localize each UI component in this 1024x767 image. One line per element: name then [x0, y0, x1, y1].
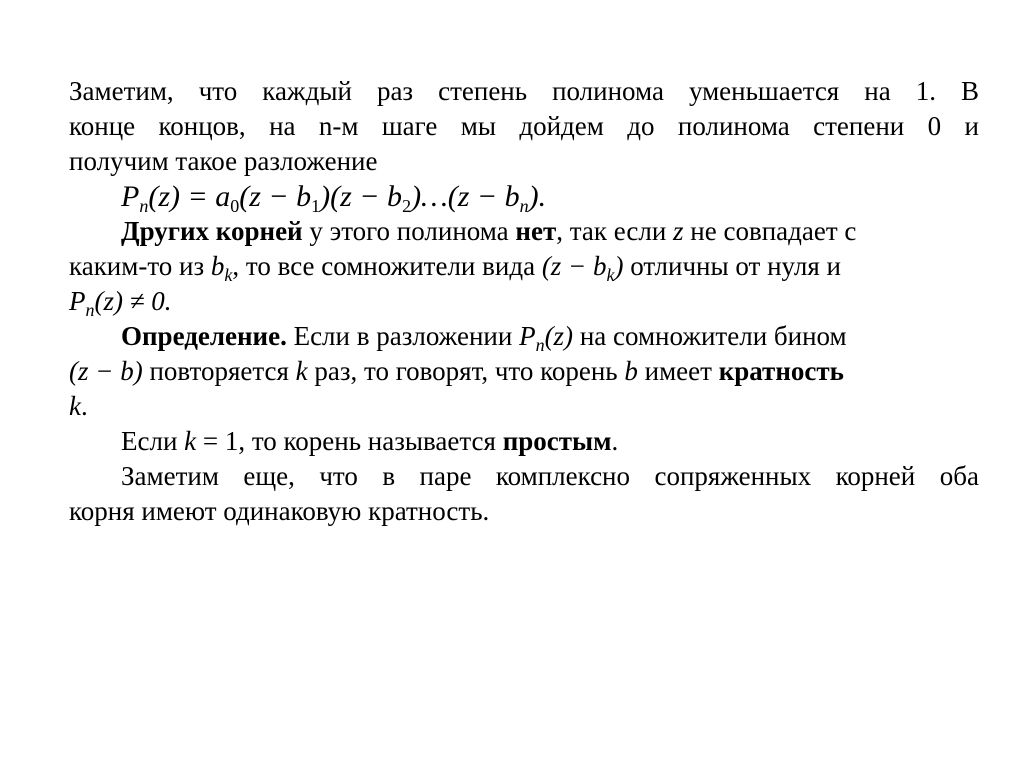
- text: Если: [121, 426, 185, 456]
- formula-p: P: [121, 180, 140, 213]
- word: полинома: [677, 111, 790, 141]
- document-page: [69, 74, 979, 529]
- word: степени: [813, 111, 905, 141]
- word: каждый: [262, 76, 352, 106]
- word: что: [319, 461, 358, 491]
- paragraph3-line1: [69, 319, 979, 354]
- math-arg: (z): [544, 321, 574, 351]
- formula-sub-0: 0: [230, 196, 240, 216]
- paragraph1-line2: [69, 109, 979, 144]
- math-b: b: [210, 251, 225, 281]
- math-paren: ): [614, 251, 624, 281]
- formula-part: ).: [528, 180, 547, 213]
- formula-sub-n: n: [519, 196, 529, 216]
- word: корней: [835, 461, 916, 491]
- paragraph2-line1: [69, 214, 979, 249]
- text: раз, то говорят, что корень: [307, 356, 625, 386]
- text: , так если: [556, 216, 674, 246]
- word: в: [382, 461, 396, 491]
- math-sub-k: k: [224, 265, 233, 285]
- math-sub-k: k: [606, 265, 615, 285]
- word: концов,: [158, 111, 246, 141]
- definition-label: Определение.: [121, 321, 287, 351]
- formula-part: (z − b: [239, 180, 312, 213]
- math-p: P: [69, 286, 86, 316]
- word: 1.: [915, 76, 936, 106]
- math-k: k: [295, 356, 308, 386]
- paragraph5-line1: [69, 459, 979, 494]
- math-b: b: [624, 356, 638, 386]
- text: = 1, то корень называется: [196, 426, 503, 456]
- math-p: P: [519, 321, 536, 351]
- formula-sub-n: n: [139, 196, 149, 216]
- paragraph1-line1: [69, 74, 979, 109]
- math-inequality: (z) ≠ 0.: [94, 286, 172, 316]
- text: .: [611, 426, 619, 456]
- formula-part: (z) = a: [148, 180, 231, 213]
- paragraph2-line3: [69, 284, 979, 319]
- math-k: k: [184, 426, 197, 456]
- paragraph5-line2: корня имеют одинаковую кратность.: [69, 496, 490, 526]
- polynomial-factorization-formula: [69, 179, 979, 214]
- formula-sub-1: 1: [311, 196, 321, 216]
- bold-text: простым: [502, 426, 612, 456]
- formula-part: )…(z − b: [411, 180, 520, 213]
- paragraph2-line2: [69, 249, 979, 284]
- word: 0: [927, 111, 942, 141]
- word: уменьшается: [688, 76, 840, 106]
- word: n-м: [318, 111, 359, 141]
- word: до: [627, 111, 655, 141]
- word: сопряженных: [654, 461, 812, 491]
- word: Заметим: [121, 461, 219, 491]
- math-binomial: (z − b): [69, 356, 143, 386]
- word: и: [964, 111, 979, 141]
- word: что: [198, 76, 238, 106]
- word: полинома: [552, 76, 664, 106]
- formula-sub-2: 2: [402, 196, 412, 216]
- word: Заметим,: [69, 76, 174, 106]
- word: раз: [376, 76, 414, 106]
- paragraph3-line2: [69, 354, 979, 389]
- word: степень: [438, 76, 528, 106]
- paragraph4-line1: [69, 424, 979, 459]
- word: паре: [419, 461, 472, 491]
- math-z: z: [673, 216, 684, 246]
- word: дойдем: [519, 111, 604, 141]
- text: Если в разложении: [286, 321, 520, 351]
- text: не совпадает с: [683, 216, 857, 246]
- text: отличны от нуля и: [623, 251, 841, 281]
- word: на: [864, 76, 891, 106]
- bold-text: кратность: [718, 356, 844, 386]
- word: конце: [69, 111, 136, 141]
- text: повторяется: [142, 356, 296, 386]
- math-k: k: [69, 391, 81, 421]
- text: .: [80, 391, 88, 421]
- word: комплексно: [495, 461, 631, 491]
- word: на: [269, 111, 296, 141]
- word: еще,: [243, 461, 295, 491]
- text: на сомножители бином: [573, 321, 847, 351]
- math-sub-n: n: [85, 300, 95, 320]
- text: каким-то из: [69, 251, 211, 281]
- formula-part: )(z − b: [320, 180, 403, 213]
- text: , то все сомножители вида: [232, 251, 542, 281]
- bold-text: Других корней: [121, 216, 303, 246]
- math-sub-n: n: [535, 335, 545, 355]
- paragraph1-line3: получим такое разложение: [69, 146, 378, 176]
- bold-text: нет: [515, 216, 557, 246]
- word: В: [960, 76, 979, 106]
- word: мы: [460, 111, 496, 141]
- math-factor: (z − b: [541, 251, 607, 281]
- word: шаге: [381, 111, 438, 141]
- text: у этого полинома: [302, 216, 516, 246]
- text: имеет: [637, 356, 719, 386]
- paragraph3-line3: [69, 389, 979, 424]
- word: оба: [939, 461, 979, 491]
